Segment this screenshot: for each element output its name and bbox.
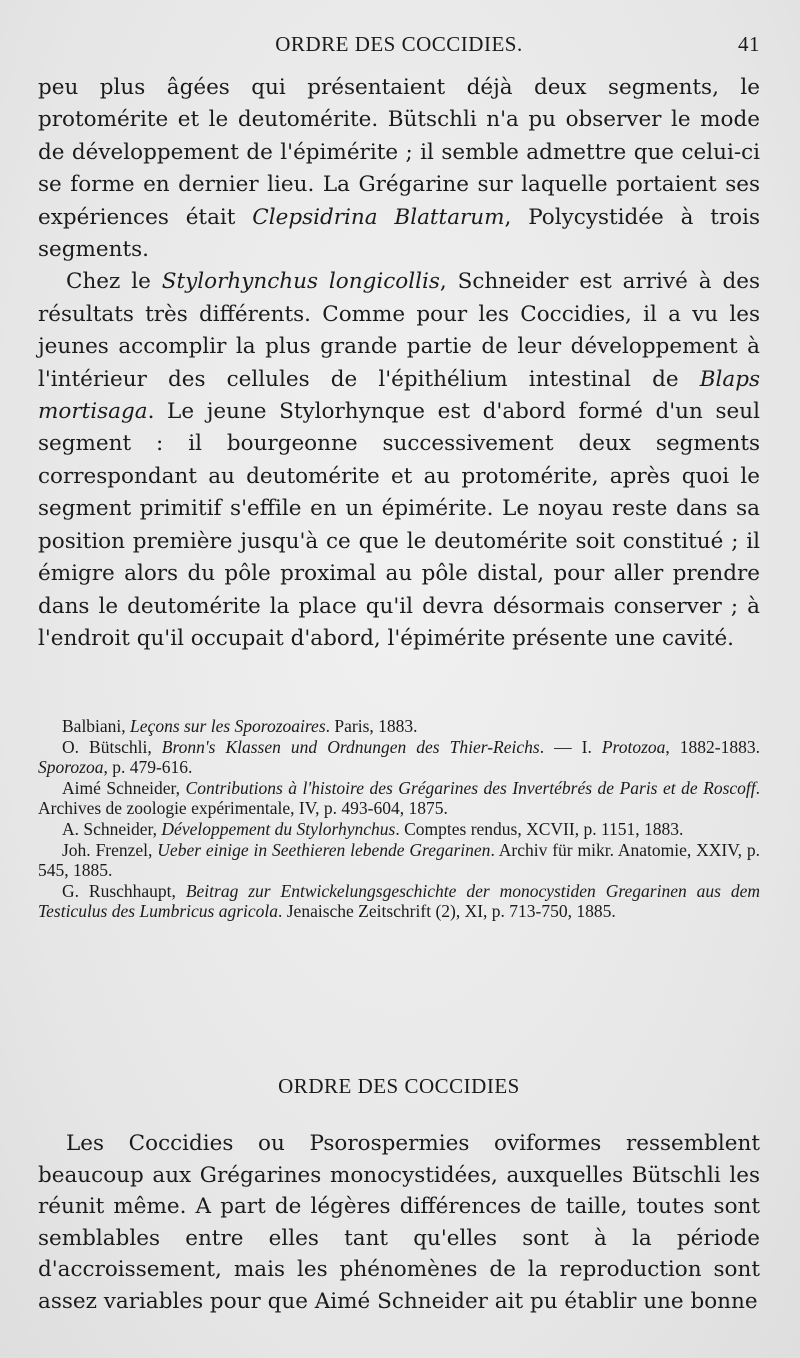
reference-5 <box>38 840 760 881</box>
paragraph-1 <box>38 72 760 266</box>
ref-details: . Jenaische Zeitschrift (2), XI, p. 713-750, 1885. <box>278 901 616 922</box>
ref-title: Ueber einige in Seethieren lebende Gregarinen <box>157 839 491 860</box>
reference-2 <box>38 737 760 778</box>
reference-3 <box>38 778 760 819</box>
ref-details-3: , p. 479-616. <box>103 757 193 778</box>
running-title: ORDRE DES COCCIDIES. <box>275 32 523 56</box>
page-number: 41 <box>738 32 760 56</box>
ref-author: Joh. Frenzel, <box>62 839 158 860</box>
ref-title: Leçons sur les Sporozoaires <box>130 716 326 736</box>
paragraph-2-text-b: , Schneider est arrivé à des résultats très différents. Comme pour les Coccidies, il a vu les jeunes accomplir la plus grande partie de leur développement à l'intérieur des cellules de l'épithélium intestinal de <box>38 269 760 392</box>
ref-details: . Comptes rendus, XCVII, p. 1151, 1883. <box>395 818 684 839</box>
reference-6 <box>38 881 760 922</box>
section-heading: ORDRE DES COCCIDIES <box>278 1074 520 1098</box>
ref-title-3: Sporozoa <box>38 757 104 778</box>
reference-1 <box>38 716 760 737</box>
section-text <box>38 1128 760 1318</box>
ref-author: O. Bütschli, <box>62 736 162 757</box>
main-text <box>38 72 760 655</box>
ref-title: Contributions à l'histoire des Grégarines des Invertébrés de Paris et de Roscoff <box>185 777 756 798</box>
ref-title: Beitrag zur Entwickelungsgeschichte der monocystiden Gregarinen aus dem Testiculus des Lumbricus agricola <box>38 880 760 922</box>
reference-4 <box>38 819 760 840</box>
ref-author: A. Schneider, <box>62 818 162 839</box>
ref-details: . Archives de zoologie expérimentale, IV, p. 493-604, 1875. <box>38 777 761 819</box>
ref-author: G. Ruschhaupt, <box>62 880 186 901</box>
paragraph-2-text-c: . Le jeune Stylorhynque est d'abord formé d'un seul segment : il bourgeonne successivement deux segments correspondant au deutomérite et au protomérite, après quoi le segment primitif s'effile en un épimérite. Le noyau reste dans sa position première jusqu'à ce que le deutomérite soit constitué ; il émigre alors du pôle proximal au pôle distal, pour aller prendre dans le deutomérite la place qu'il devra désormais conserver ; à l'endroit qu'il occupait d'abord, l'épimérite présente une cavité. <box>38 399 760 651</box>
running-header <box>38 32 760 62</box>
paragraph-1-text-a: peu plus âgées qui présentaient déjà deux segments, le protomérite et le deutomérite. Bütschli n'a pu observer le mode de développement de l'épimérite ; il semble admettre que celui-ci se forme en dernier lieu. La Grégarine sur laquelle portaient ses expériences était <box>38 75 760 230</box>
paragraph-2 <box>38 266 760 655</box>
ref-title: Bronn's Klassen und Ordnungen des Thier-Reichs <box>161 736 540 757</box>
species-name-clepsidrina: Clepsidrina Blattarum <box>252 204 505 230</box>
species-name-stylorhynchus: Stylorhynchus longicollis <box>161 269 440 295</box>
ref-author: Aimé Schneider, <box>62 777 186 798</box>
paragraph-1-text-b: , Polycystidée à trois segments. <box>38 204 761 263</box>
ref-details: . — I. <box>539 736 602 757</box>
paragraph-3: Les Coccidies ou Psorospermies oviformes ressemblent beaucoup aux Grégarines monocystidées, auxquelles Bütschli les réunit même. A part de légères différences de taille, toutes sont semblables entre elles tant qu'elles sont à la période d'accroissement, mais les phénomènes de la reproduction sont assez variables pour que Aimé Schneider ait pu établir une bonne <box>38 1131 760 1314</box>
species-name-blaps: Blaps mortisaga <box>38 366 760 425</box>
ref-title-2: Protozoa <box>601 736 666 757</box>
paragraph-2-text-a: Chez le <box>66 269 162 295</box>
ref-details-2: , 1882-1883. <box>665 736 760 757</box>
bibliography <box>38 716 760 922</box>
ref-title: Développement du Stylorhynchus <box>161 818 396 839</box>
ref-details: . Archiv für mikr. Anatomie, XXIV, p. 545, 1885. <box>38 839 760 881</box>
ref-details: . Paris, 1883. <box>325 716 418 736</box>
ref-author: Balbiani, <box>62 716 131 736</box>
